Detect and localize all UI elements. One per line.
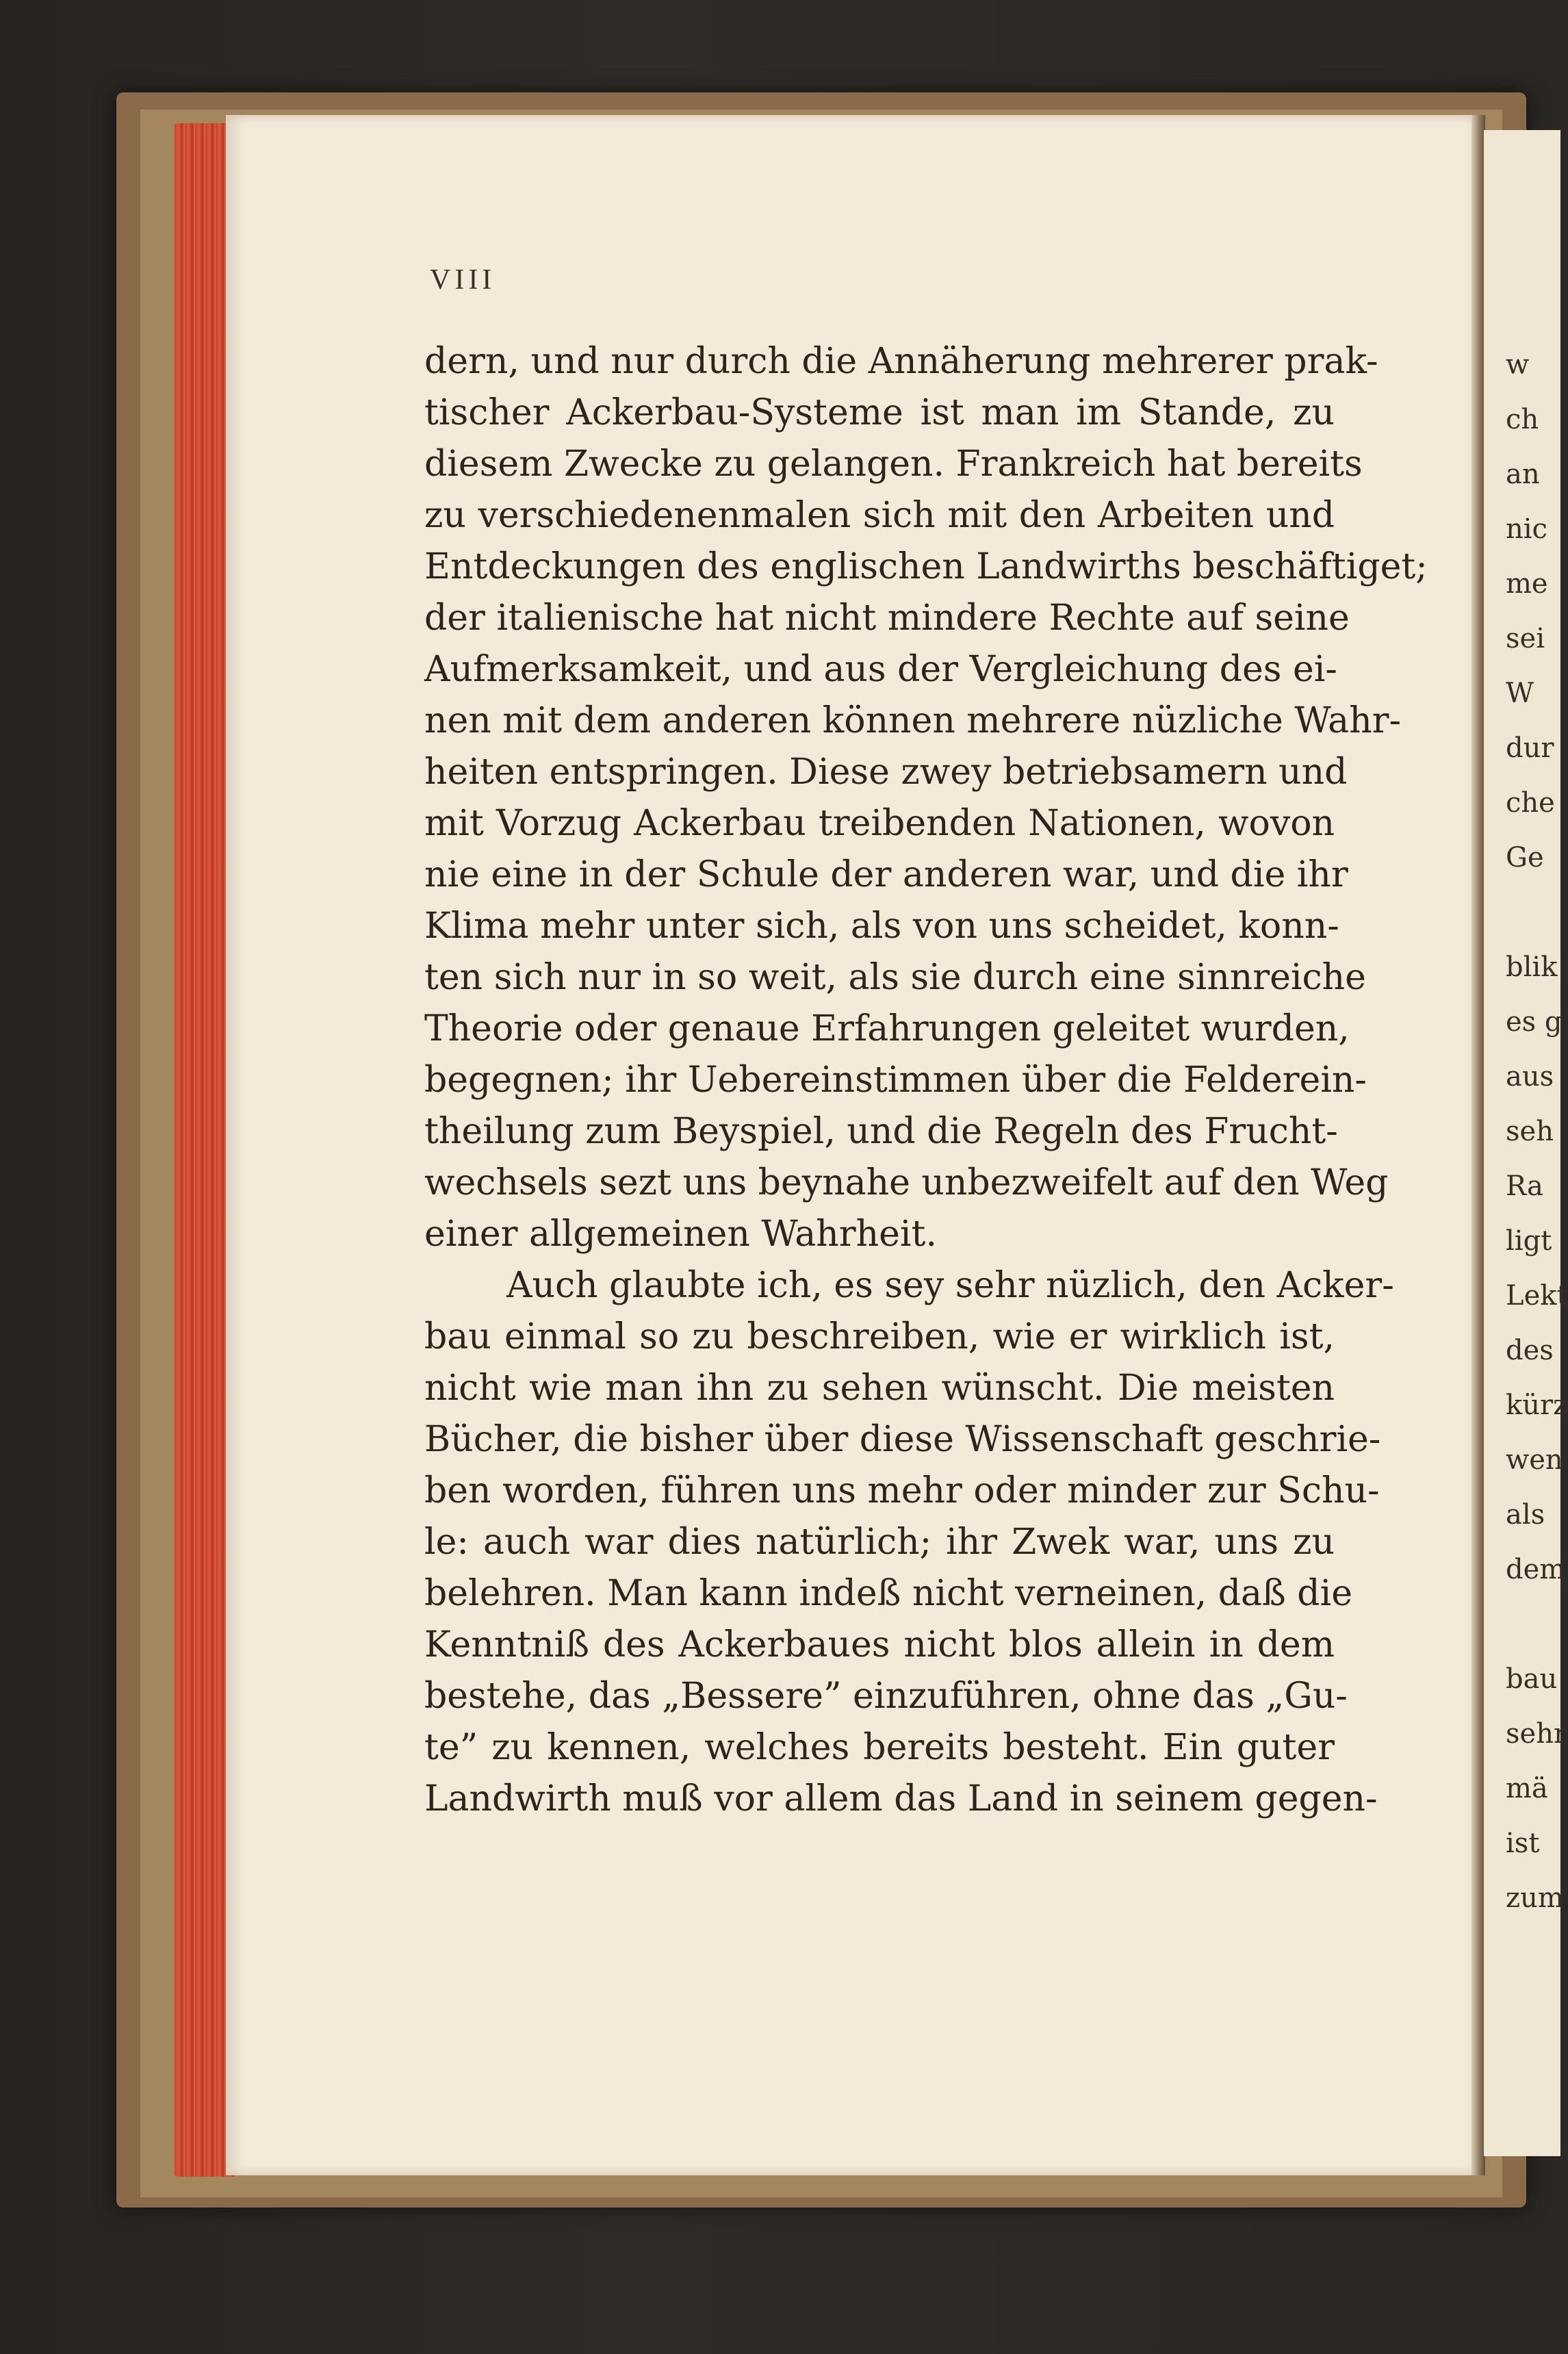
text-line: ten sich nur in so weit, als sie durch eine sinnreiche [424, 957, 1366, 998]
right-page-fragment: blik [1506, 951, 1558, 983]
text-line: tischer Ackerbau-Systeme ist man im Stande, zu [424, 392, 1335, 433]
right-page-fragment: an [1506, 459, 1540, 490]
right-page-fragment: me [1506, 568, 1548, 600]
text-line: Klima mehr unter sich, als von uns scheidet, konn- [424, 906, 1339, 947]
text-line: begegnen; ihr Uebereinstimmen über die Felderein- [424, 1060, 1367, 1101]
right-page-fragment: bau [1506, 1663, 1558, 1695]
right-page-fragment: che [1506, 787, 1555, 819]
text-line: diesem Zwecke zu gelangen. Frankreich hat bereits [424, 444, 1363, 485]
text-line: Auch glaubte ich, es sey sehr nüzlich, den Acker- [506, 1265, 1394, 1306]
text-line: Bücher, die bisher über diese Wissenschaft geschrie- [424, 1419, 1381, 1460]
right-page-fragment: Ge [1506, 842, 1544, 873]
text-line: Theorie oder genaue Erfahrungen geleitet wurden, [424, 1008, 1350, 1049]
right-page-fragment: ch [1506, 404, 1539, 435]
right-page-fragment: mä [1506, 1773, 1548, 1804]
text-line: wechsels sezt uns beynahe unbezweifelt auf den Weg [424, 1162, 1389, 1203]
right-page-fragment: Ra [1506, 1170, 1543, 1202]
right-page-fragment: kürz [1506, 1390, 1568, 1421]
right-page-fragment: es g [1506, 1006, 1563, 1038]
text-line: dern, und nur durch die Annäherung mehrerer prak- [424, 341, 1378, 382]
right-page-fragment: ist [1506, 1828, 1540, 1859]
text-line: te” zu kennen, welches bereits besteht. Ein guter [424, 1727, 1335, 1768]
book-gutter [1471, 115, 1485, 2175]
text-line: bau einmal so zu beschreiben, wie er wirklich ist, [424, 1316, 1335, 1357]
right-page-fragment: Lekt [1506, 1280, 1568, 1312]
text-line: ben worden, führen uns mehr oder minder zur Schu- [424, 1470, 1380, 1511]
text-line: nen mit dem anderen können mehrere nüzliche Wahr- [424, 700, 1402, 741]
right-page-fragment: nic [1506, 513, 1547, 545]
right-page-fragment: dur [1506, 732, 1554, 764]
right-page-fragment: sehr [1506, 1718, 1567, 1750]
right-page-fragment: sei [1506, 623, 1545, 654]
text-line: Landwirth muß vor allem das Land in seinem gegen- [424, 1778, 1378, 1819]
text-line: der italienische hat nicht mindere Rechte auf seine [424, 598, 1350, 639]
text-line: Entdeckungen des englischen Landwirths beschäftiget; [424, 546, 1428, 587]
right-page-fragment: des [1506, 1335, 1554, 1366]
right-page-fragment: W [1506, 678, 1534, 709]
text-line: Kenntniß des Ackerbaues nicht blos allein in dem [424, 1624, 1335, 1665]
right-page-fragment: w [1506, 349, 1530, 381]
text-line: nicht wie man ihn zu sehen wünscht. Die meisten [424, 1368, 1335, 1409]
right-page-fragment: wen [1506, 1444, 1563, 1476]
text-line: le: auch war dies natürlich; ihr Zwek war, uns zu [424, 1522, 1335, 1563]
right-page-fragment: zum [1506, 1882, 1564, 1914]
text-line: mit Vorzug Ackerbau treibenden Nationen, wovon [424, 803, 1335, 844]
right-page-fragment: dem [1506, 1554, 1566, 1585]
text-line: nie eine in der Schule der anderen war, und die ihr [424, 854, 1348, 895]
text-line: belehren. Man kann indeß nicht verneinen, daß die [424, 1573, 1352, 1614]
right-page-fragment: ligt [1506, 1225, 1552, 1257]
right-page-fragment: seh [1506, 1116, 1554, 1147]
text-line: theilung zum Beyspiel, und die Regeln des Frucht- [424, 1111, 1338, 1152]
text-line: bestehe, das „Bessere” einzuführen, ohne das „Gu- [424, 1676, 1348, 1717]
right-page-fragment: aus [1506, 1061, 1554, 1092]
text-line: heiten entspringen. Diese zwey betriebsamern und [424, 752, 1348, 793]
text-line: einer allgemeinen Wahrheit. [424, 1214, 937, 1255]
page-number: VIII [430, 264, 496, 296]
text-line: Aufmerksamkeit, und aus der Vergleichung des ei- [424, 649, 1337, 690]
text-line: zu verschiedenenmalen sich mit den Arbeiten und [424, 495, 1335, 536]
right-page-fragment: als [1506, 1499, 1545, 1531]
